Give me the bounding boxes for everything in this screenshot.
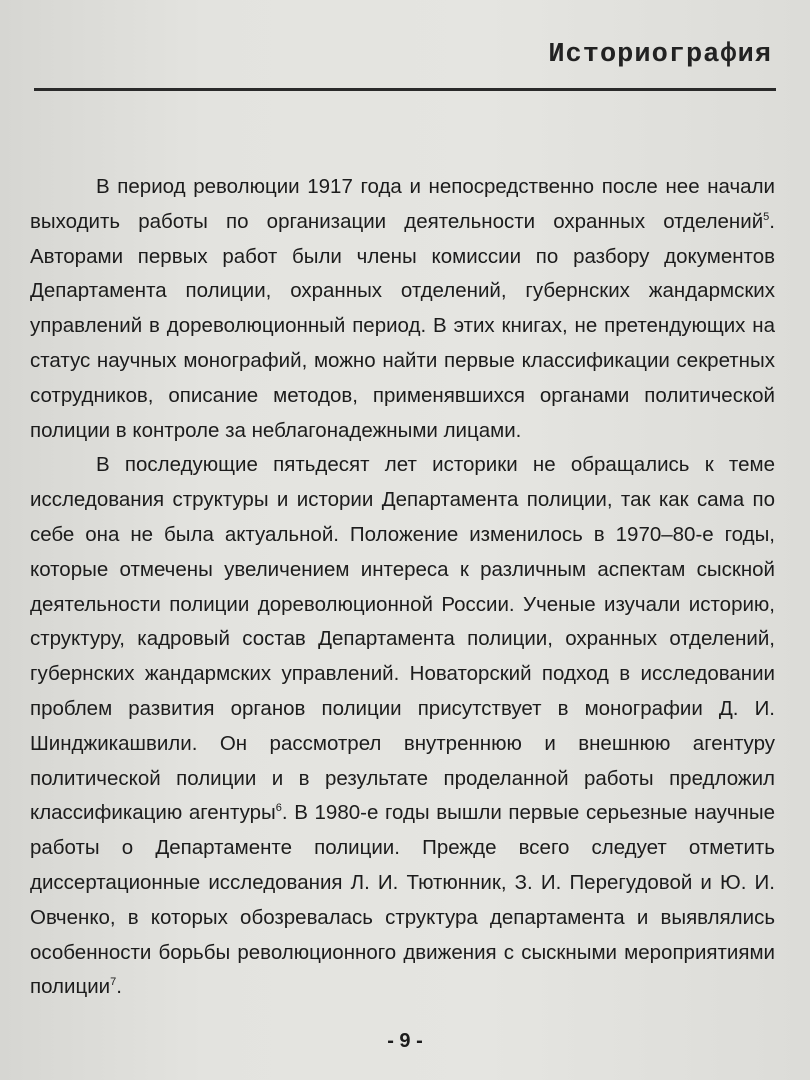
- paragraph-2-text-b: . В 1980-е годы вышли первые серьезные научные работы о Департаменте полиции. Прежде всего следует отметить диссертационные исследования Л. И. Тютюнник, З. И. Перегудовой и Ю. И. Овченко, в которых обозревалась структура департамента и выявлялись особенности борьбы революционного движения с сыскными мероприятиями полиции: [30, 801, 776, 999]
- paragraph-2-text-a: В последующие пятьдесят лет историки не обращались к теме исследования структуры и истории Департамента полиции, так как сама по себе она не была актуальной. Положение изменилось в 1970–80-е годы, которые отмечены увеличением интереса к различным аспектам сыскной деятельности полиции дореволюционной России. Ученые изучали историю, структуру, кадровый состав Департамента полиции, охранных отделений, губернских жандармских управлений. Новаторский подход в исследовании проблем развития органов полиции присутствует в монографии Д. И. Шинджикашвили. Он рассмотрел внутреннюю и внешнюю агентуру политической полиции и в результате проделанной работы предложил классификацию агентуры: [30, 453, 775, 825]
- body-text: [30, 170, 775, 1005]
- paragraph-1: [30, 170, 775, 448]
- paragraph-1-text-a: В период революции 1917 года и непосредственно после нее начали выходить работы по организации деятельности охранных отделений: [30, 175, 775, 233]
- show-through-text: [30, 0, 790, 23]
- paragraph-2: [30, 448, 775, 1005]
- paragraph-2-text-c: .: [116, 975, 122, 999]
- header-rule: [34, 88, 776, 91]
- running-header: [34, 38, 776, 94]
- footnote-ref-6: 6: [275, 802, 282, 815]
- footnote-ref-5: 5: [763, 210, 770, 223]
- page-number: - 9 -: [387, 1030, 423, 1052]
- footnote-ref-7: 7: [110, 976, 117, 989]
- chapter-title: Историография: [548, 40, 772, 70]
- paragraph-1-text-b: . Авторами первых работ были члены комиссии по разбору документов Департамента полиции, охранных отделений, губернских жандармских управлений в дореволюционный период. В этих книгах, не претендующих на статус научных монографий, можно найти первые классификации секретных сотрудников, описание методов, применявшихся органами политической полиции в контроле за неблагонадежными лицами.: [30, 209, 775, 442]
